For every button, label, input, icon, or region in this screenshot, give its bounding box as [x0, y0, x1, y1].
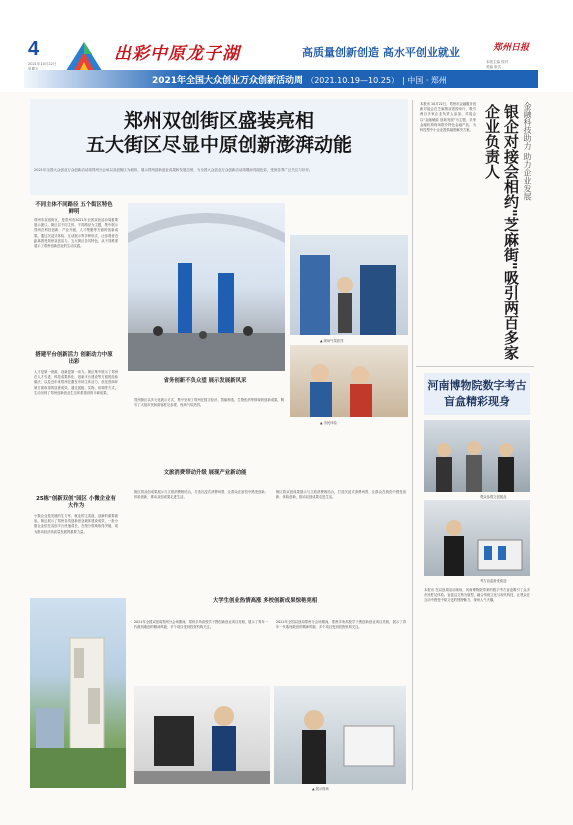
page-date-line: 星期五: [28, 66, 39, 71]
subtitle-date: （2021.10.19—10.25）: [306, 76, 399, 85]
museum-booth-illustration: [424, 500, 530, 576]
section-head: 大学生创业热情高涨 多校创新成果惊艳亮相: [212, 598, 318, 604]
section-body: 2021年全国双创周郑州分会场期间，郑州多所高校学子携创新创业项目亮相，展示了青年一代敢闯敢创的精神风貌，多个项目受到投资机构关注。: [134, 620, 268, 630]
robot-photo: [134, 686, 270, 784]
right-body: 本报讯 10月22日，郑州市金融服务创新对接会在芝麻街双创园举行，吸引两百多家企业负责人参加。对接会以"金融赋能 创新发展"为主题，多家金融机构现场推介特色金融产品，为科技型中小企业提供融资解决方案。: [420, 102, 476, 133]
photo-caption: 考古盲盒备受欢迎: [480, 579, 507, 583]
subtitle-text: 2021年全国大众创业万众创新活动周: [152, 76, 304, 86]
masthead-credits: [486, 60, 546, 70]
section-body-continued: [276, 490, 406, 590]
street-photo: [128, 203, 285, 371]
street-illustration: [128, 203, 285, 371]
section-head: 不同主体不同路径 五个街区特色鲜明: [35, 202, 113, 215]
photo-caption: ▲ 现场气氛热烈: [320, 339, 344, 343]
newspaper-brand: 郑州日报: [493, 43, 530, 53]
section-body: 郑州街区以多元化展示方式，集中呈现了郑州在数字经济、智能制造、生物医药等领域的创新成果，吸引了大批市民和游客驻足参观，现场气氛热烈。: [134, 398, 284, 408]
headline-line: 郑州双创街区盛装亮相: [123, 110, 314, 132]
section-body-continued: 2021年全国双创周郑州分会场期间，郑州多所高校学子携创新创业项目亮相，展示了青年一代敢闯敢创的精神风貌，多个项目受到投资机构关注。: [276, 620, 406, 630]
museum-crowd-illustration: [424, 420, 530, 492]
museum-body: 本报讯 在双创周活动现场，河南博物院带来的数字考古盲盒吸引了众多市民驻足体验。盲盒以文物为原型，融合传统文化与现代科技，让观众在互动中感受中原文化的独特魅力，现场人气火爆。: [424, 588, 530, 603]
section-body: [134, 490, 268, 590]
photo-caption: 观众参观文创展品: [480, 495, 507, 499]
photo-caption: ▲ 展示现场: [312, 787, 329, 791]
section-body: 郑州市双创街区，是郑州市2021年全国双创活动周重要展示窗口。街区以不同主体、不同路径为主题，集中展示郑州在科技创新、产业升级、人才集聚等方面的创新成果。通过沉浸式体验、互动展示等多种形式，让参观者近距离感受郑州双创活力。五大街区各具特色，从不同维度展示了郑州创新创业的生动实践。: [34, 218, 118, 249]
section-divider: [416, 366, 534, 367]
sculpture-photo: [30, 598, 126, 788]
subtitle-place: | 中国 · 郑州: [402, 76, 447, 85]
section-body: 小微企业是发展的生力军、就业的主渠道、创新的重要源泉。街区展示了郑州各类创新创业载体建设成效，一批小微企业依托双创平台快速成长，在细分领域取得突破，成为推动经济高质量发展的重要力量。: [34, 514, 118, 534]
masthead-subtitle: [152, 73, 447, 86]
masthead: [0, 0, 573, 92]
headline-line: 五大街区尽显中原创新澎湃动能: [85, 134, 352, 156]
lead-paragraph: 2021年全国大众创业万众创新活动周郑州分会场以双创街区为载体，展示郑州创新创业成果和发展态势，为全国大众创业万众创新活动周增添亮丽色彩，受到各界广泛关注与好评。: [34, 168, 313, 172]
museum-photo-1: [424, 420, 530, 492]
photo-caption: ▲ 市民体验: [320, 421, 337, 425]
main-headline: [30, 109, 408, 157]
credit-line: 美编 版式: [486, 65, 502, 69]
masthead-slogan: 高质量创新创造 高水平创业就业: [302, 46, 460, 59]
section-body-text: 街区将双创成果展示与文旅消费相结合，打造沉浸式消费场景，让群众在游览中感受创新、体验创新，推动双创成果走进生活。: [276, 490, 406, 500]
column-divider: [412, 100, 413, 790]
section-head: 搭建平台创新活力 创新动力中原出彩: [35, 352, 113, 365]
museum-headline: 河南博物院数字考古盲盒精彩现身: [424, 373, 530, 415]
museum-photo-2: [424, 500, 530, 576]
masthead-title: 出彩中原龙子湖: [114, 44, 240, 64]
right-headline: 银企对接会相约"芝麻街"吸引两百多家企业负责人: [483, 104, 520, 360]
booth-photo: [290, 345, 408, 417]
student-photo: [274, 686, 406, 784]
student-illustration: [274, 686, 406, 784]
section-body: 人才是第一资源，创新是第一动力。街区集中展示了郑州在人才引进、科技成果转化、创新平台建设等方面的经验做法，以及近年来郑州在激发市场主体活力、优化营商环境方面取得的显著成效。通过展板、实物、视频等方式，生动呈现了郑州创新创业生态体系建设的丰硕成果。: [34, 370, 118, 395]
sculpture-illustration: [30, 598, 126, 788]
section-head: 文旅消费带动升级 展现产业新动能: [163, 470, 247, 476]
right-kicker: 金融科技助力 助力企业发展: [523, 102, 532, 201]
visitors-illustration: [290, 235, 408, 335]
section-head: 省务创新不负众望 展示发展新风采: [163, 378, 247, 384]
visitors-photo: [290, 235, 408, 335]
robot-illustration: [134, 686, 270, 784]
page-number: 4: [28, 38, 40, 60]
section-body-text: 街区将双创成果展示与文旅消费相结合，打造沉浸式消费场景，让群众在游览中感受创新、体验创新，推动双创成果走进生活。: [134, 490, 268, 500]
booth-illustration: [290, 345, 408, 417]
page-date-line: 2021年10月22日: [28, 62, 57, 66]
section-head: 25栋"创新双创"园区 小微企业有大作为: [36, 496, 116, 509]
credit-line: 本版主编 校对: [486, 60, 509, 64]
